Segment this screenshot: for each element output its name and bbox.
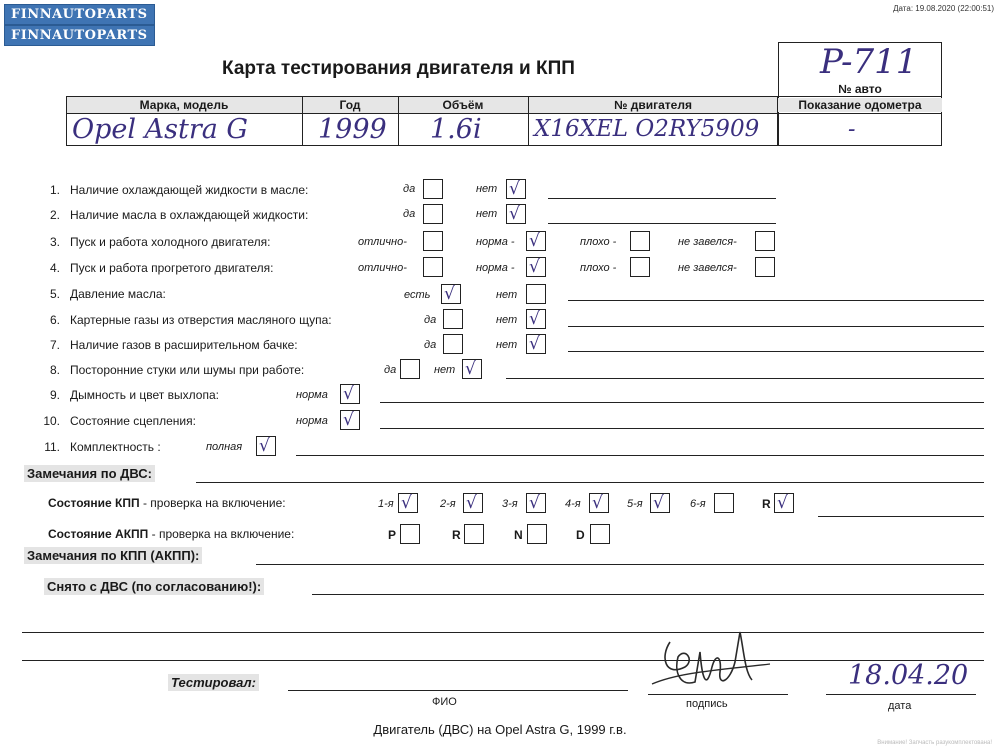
checkbox[interactable] bbox=[590, 524, 610, 544]
check-mark: √ bbox=[777, 493, 788, 513]
option-label: нет bbox=[496, 314, 518, 326]
check-mark: √ bbox=[343, 410, 354, 430]
site-logo: FINNAUTOPARTS bbox=[4, 4, 155, 25]
model-value: Opel Astra G bbox=[72, 114, 248, 145]
option-label: нет bbox=[434, 364, 456, 376]
option-label: да bbox=[403, 208, 416, 220]
answer-line bbox=[506, 378, 984, 379]
checkbox[interactable] bbox=[526, 309, 546, 329]
option-label: нет bbox=[476, 208, 498, 220]
checkbox[interactable] bbox=[423, 257, 443, 277]
answer-line bbox=[568, 351, 984, 352]
question-number: 4. bbox=[49, 261, 60, 275]
option-label: да bbox=[424, 339, 437, 351]
car-number-value: P-711 bbox=[820, 42, 918, 82]
checkbox[interactable] bbox=[506, 204, 526, 224]
checkbox[interactable] bbox=[774, 493, 794, 513]
check-mark: √ bbox=[259, 436, 270, 456]
signature bbox=[640, 612, 780, 702]
gear-label: 1-я bbox=[378, 498, 394, 510]
gear-label: 2-я bbox=[440, 498, 456, 510]
checkbox[interactable] bbox=[630, 257, 650, 277]
question-text: Пуск и работа холодного двигателя: bbox=[70, 235, 271, 249]
check-mark: √ bbox=[401, 493, 412, 513]
checkbox[interactable] bbox=[423, 179, 443, 199]
option-label: не завелся- bbox=[678, 262, 737, 274]
answer-line bbox=[568, 300, 984, 301]
checkbox[interactable] bbox=[526, 334, 546, 354]
capture-date: Дата: 19.08.2020 (22:00:51) bbox=[893, 4, 994, 13]
akpp-state-title: Состояние АКПП bbox=[48, 527, 149, 541]
question-text: Посторонние стуки или шумы при работе: bbox=[70, 363, 305, 377]
option-label: да bbox=[403, 183, 416, 195]
answer-line bbox=[256, 564, 984, 565]
removed-heading: Снято с ДВС (по согласованию!): bbox=[44, 578, 264, 595]
option-label: не завелся- bbox=[678, 236, 737, 248]
car-number-label: № авто bbox=[838, 82, 882, 96]
check-mark: √ bbox=[529, 309, 540, 329]
checkbox[interactable] bbox=[398, 493, 418, 513]
option-label: да bbox=[384, 364, 397, 376]
test-date-value: 18.04.20 bbox=[848, 660, 969, 691]
auto-gear-label: R bbox=[452, 528, 461, 542]
watermark-text: Внимание! Запчасть разукомплектована! bbox=[877, 740, 992, 746]
question-number: 11. bbox=[44, 440, 60, 454]
odometer-value: - bbox=[848, 117, 856, 142]
tested-by-label: Тестировал: bbox=[168, 674, 259, 691]
checkbox[interactable] bbox=[526, 231, 546, 251]
checkbox[interactable] bbox=[462, 359, 482, 379]
question-number: 7. bbox=[49, 338, 60, 352]
check-mark: √ bbox=[509, 204, 520, 224]
option-label: отлично- bbox=[358, 262, 407, 274]
answer-line bbox=[380, 428, 984, 429]
check-mark: √ bbox=[529, 334, 540, 354]
option-label: плохо - bbox=[580, 236, 617, 248]
option-label: норма - bbox=[476, 262, 515, 274]
checkbox[interactable] bbox=[526, 284, 546, 304]
question-number: 9. bbox=[49, 388, 60, 402]
akpp-state-rest: - проверка на включение: bbox=[148, 527, 295, 541]
auto-gear-label: N bbox=[514, 528, 523, 542]
answer-line bbox=[196, 482, 984, 483]
question-number: 8. bbox=[49, 363, 60, 377]
checkbox[interactable] bbox=[340, 384, 360, 404]
gear-label: 6-я bbox=[690, 498, 706, 510]
column-header-year: Год bbox=[339, 98, 361, 112]
question-number: 3. bbox=[49, 235, 60, 249]
date-label: дата bbox=[888, 700, 912, 712]
odometer-label: Показание одометра bbox=[778, 98, 942, 112]
question-number: 1. bbox=[49, 183, 60, 197]
gear-label: R bbox=[762, 497, 771, 511]
auto-gear-label: D bbox=[576, 528, 585, 542]
check-mark: √ bbox=[465, 359, 476, 379]
answer-line bbox=[312, 594, 984, 595]
option-label: нет bbox=[496, 289, 518, 301]
checkbox[interactable] bbox=[443, 309, 463, 329]
gear-label: 5-я bbox=[627, 498, 643, 510]
answer-line bbox=[380, 402, 984, 403]
option-label: норма - bbox=[476, 236, 515, 248]
answer-line bbox=[568, 326, 984, 327]
checkbox[interactable] bbox=[755, 231, 775, 251]
checkbox[interactable] bbox=[755, 257, 775, 277]
checkbox[interactable] bbox=[506, 179, 526, 199]
site-logo-secondary: FINNAUTOPARTS bbox=[4, 25, 155, 46]
kpp-remarks-heading: Замечания по КПП (АКПП): bbox=[24, 547, 202, 564]
checkbox[interactable] bbox=[400, 359, 420, 379]
column-header-engine-no: № двигателя bbox=[614, 98, 692, 112]
image-caption: Двигатель (ДВС) на Opel Astra G, 1999 г.в. bbox=[373, 722, 627, 737]
checkbox[interactable] bbox=[340, 410, 360, 430]
option-label: норма bbox=[296, 415, 328, 427]
question-number: 2. bbox=[49, 208, 60, 222]
year-value: 1999 bbox=[318, 114, 387, 145]
question-text: Наличие газов в расширительном бачке: bbox=[70, 338, 298, 352]
kpp-state-label bbox=[48, 496, 286, 510]
question-text: Комплектность : bbox=[70, 440, 161, 454]
divider bbox=[778, 96, 942, 97]
question-text: Наличие масла в охлаждающей жидкости: bbox=[70, 208, 309, 222]
volume-value: 1.6i bbox=[430, 114, 482, 145]
question-text: Пуск и работа прогретого двигателя: bbox=[70, 261, 274, 275]
checkbox[interactable] bbox=[526, 493, 546, 513]
answer-line bbox=[22, 632, 984, 633]
question-text: Состояние сцепления: bbox=[70, 414, 196, 428]
gear-label: 4-я bbox=[565, 498, 581, 510]
option-label: есть bbox=[404, 289, 431, 301]
option-label: норма bbox=[296, 389, 328, 401]
form-title: Карта тестирования двигателя и КПП bbox=[222, 58, 575, 79]
check-mark: √ bbox=[509, 179, 520, 199]
signature-line bbox=[648, 694, 788, 695]
date-line bbox=[826, 694, 976, 695]
fio-label: ФИО bbox=[432, 696, 457, 708]
check-mark: √ bbox=[343, 384, 354, 404]
check-mark: √ bbox=[653, 493, 664, 513]
option-label: нет bbox=[496, 339, 518, 351]
check-mark: √ bbox=[529, 231, 540, 251]
check-mark: √ bbox=[444, 284, 455, 304]
checkbox[interactable] bbox=[589, 493, 609, 513]
checkbox[interactable] bbox=[630, 231, 650, 251]
divider bbox=[778, 113, 942, 114]
question-number: 10. bbox=[43, 414, 60, 428]
answer-line bbox=[22, 660, 984, 661]
question-number: 5. bbox=[49, 287, 60, 301]
column-header-model: Марка, модель bbox=[139, 98, 229, 112]
question-text: Дымность и цвет выхлопа: bbox=[70, 388, 219, 402]
column-header-volume: Объём bbox=[442, 98, 484, 112]
fio-line bbox=[288, 690, 628, 691]
gear-label: 3-я bbox=[502, 498, 518, 510]
answer-line bbox=[818, 516, 984, 517]
signature-label: подпись bbox=[686, 698, 728, 710]
checkbox[interactable] bbox=[463, 493, 483, 513]
checkbox[interactable] bbox=[714, 493, 734, 513]
question-text: Наличие охлаждающей жидкости в масле: bbox=[70, 183, 309, 197]
option-label: плохо - bbox=[580, 262, 617, 274]
checkbox[interactable] bbox=[423, 204, 443, 224]
checkbox[interactable] bbox=[527, 524, 547, 544]
option-label: полная bbox=[206, 441, 243, 453]
kpp-state-rest: - проверка на включение: bbox=[139, 496, 286, 510]
dvs-remarks-heading: Замечания по ДВС: bbox=[24, 465, 155, 482]
answer-line bbox=[296, 455, 984, 456]
checkbox[interactable] bbox=[423, 231, 443, 251]
checkbox[interactable] bbox=[400, 524, 420, 544]
engine-no-value: X16XEL O2RY5909 bbox=[534, 116, 760, 142]
checkbox[interactable] bbox=[443, 334, 463, 354]
auto-gear-label: P bbox=[388, 528, 397, 542]
answer-line bbox=[548, 198, 776, 199]
answer-line bbox=[548, 223, 776, 224]
option-label: нет bbox=[476, 183, 498, 195]
option-label: отлично- bbox=[358, 236, 407, 248]
kpp-state-title: Состояние КПП bbox=[48, 496, 140, 510]
checkbox[interactable] bbox=[441, 284, 461, 304]
checkbox[interactable] bbox=[526, 257, 546, 277]
checkbox[interactable] bbox=[464, 524, 484, 544]
checkbox[interactable] bbox=[256, 436, 276, 456]
akpp-state-label bbox=[48, 527, 294, 541]
checkbox[interactable] bbox=[650, 493, 670, 513]
check-mark: √ bbox=[529, 493, 540, 513]
question-number: 6. bbox=[49, 313, 60, 327]
check-mark: √ bbox=[466, 493, 477, 513]
check-mark: √ bbox=[529, 257, 540, 277]
question-text: Картерные газы из отверстия масляного щупа: bbox=[70, 313, 332, 327]
option-label: да bbox=[424, 314, 437, 326]
question-text: Давление масла: bbox=[70, 287, 166, 301]
check-mark: √ bbox=[592, 493, 603, 513]
